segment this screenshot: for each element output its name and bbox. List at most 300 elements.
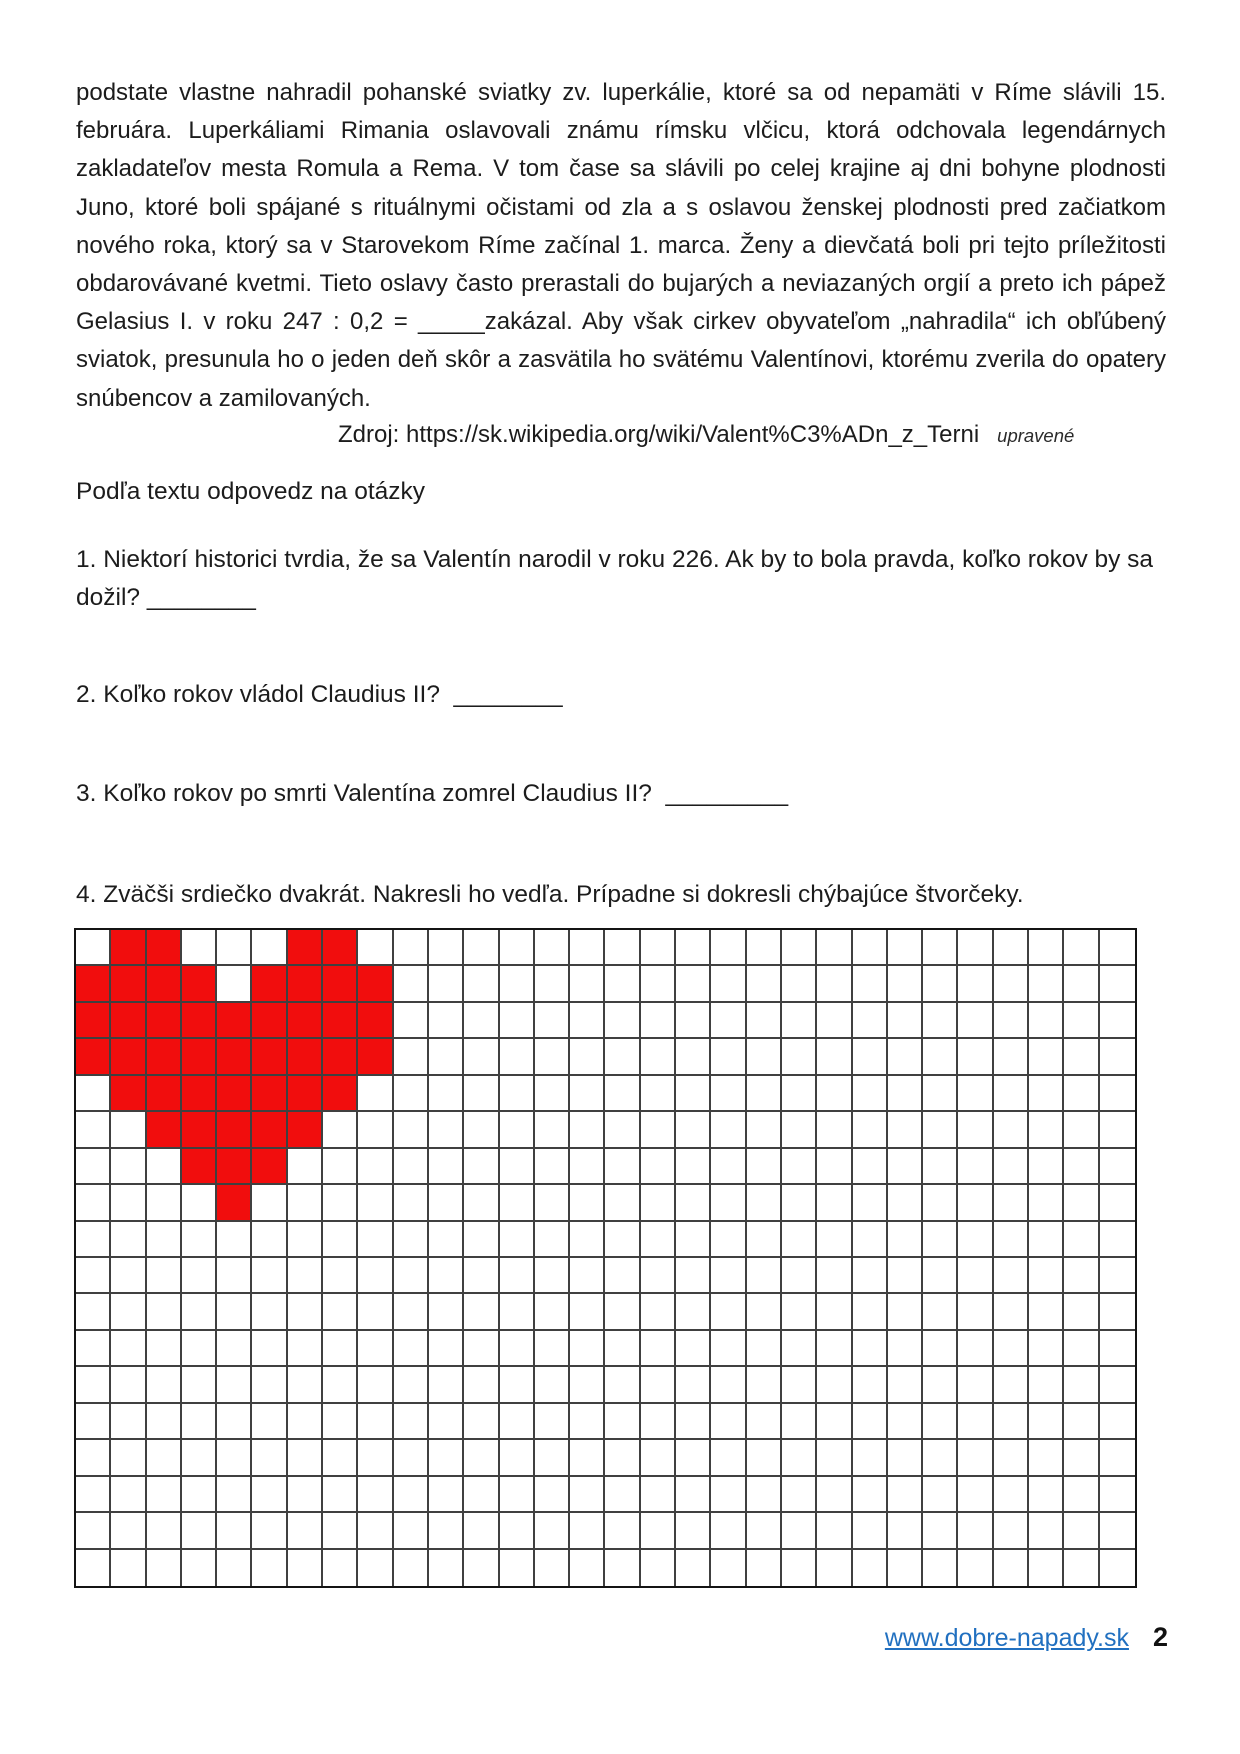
grid-cell: [817, 1258, 852, 1294]
grid-cell: [252, 1550, 287, 1586]
grid-cell: [923, 1039, 958, 1075]
grid-cell: [605, 1039, 640, 1075]
grid-cell: [994, 1550, 1029, 1586]
grid-cell: [605, 966, 640, 1002]
grid-cell: [147, 1404, 182, 1440]
grid-cell: [500, 1477, 535, 1513]
grid-cell: [394, 1513, 429, 1549]
heart-cell: [147, 930, 182, 966]
grid-cell: [217, 1550, 252, 1586]
grid-cell: [182, 930, 217, 966]
grid-cell: [323, 1440, 358, 1476]
grid-cell: [888, 930, 923, 966]
grid-cell: [394, 1331, 429, 1367]
grid-cell: [853, 1149, 888, 1185]
heart-cell: [147, 966, 182, 1002]
grid-cell: [464, 1440, 499, 1476]
grid-cell: [641, 1550, 676, 1586]
grid-cell: [1100, 1039, 1135, 1075]
grid-cell: [323, 1112, 358, 1148]
grid-cell: [923, 1294, 958, 1330]
grid-cell: [711, 1112, 746, 1148]
grid-cell: [147, 1440, 182, 1476]
grid-cell: [817, 930, 852, 966]
grid-cell: [605, 1550, 640, 1586]
grid-cell: [958, 1294, 993, 1330]
grid-cell: [464, 1331, 499, 1367]
grid-cell: [147, 1222, 182, 1258]
heart-cell: [76, 1039, 111, 1075]
grid-cell: [782, 1440, 817, 1476]
grid-cell: [958, 1222, 993, 1258]
grid-cell: [1064, 1039, 1099, 1075]
grid-cell: [711, 1440, 746, 1476]
grid-cell: [358, 1550, 393, 1586]
grid-cell: [323, 1294, 358, 1330]
grid-cell: [464, 1222, 499, 1258]
grid-cell: [958, 1149, 993, 1185]
grid-cell: [358, 930, 393, 966]
grid-cell: [747, 1258, 782, 1294]
grid-cell: [676, 1404, 711, 1440]
grid-cell: [535, 1258, 570, 1294]
grid-cell: [464, 1149, 499, 1185]
grid-cell: [217, 1294, 252, 1330]
grid-cell: [711, 930, 746, 966]
grid-cell: [429, 1149, 464, 1185]
grid-cell: [394, 966, 429, 1002]
grid-cell: [217, 1513, 252, 1549]
grid-cell: [817, 1039, 852, 1075]
grid-cell: [641, 1039, 676, 1075]
grid-cell: [1100, 1440, 1135, 1476]
grid-cell: [1029, 1003, 1064, 1039]
grid-cell: [500, 1550, 535, 1586]
grid-cell: [923, 1367, 958, 1403]
grid-cell: [676, 966, 711, 1002]
grid-cell: [711, 1149, 746, 1185]
heart-cell: [252, 1112, 287, 1148]
grid-cell: [923, 1404, 958, 1440]
grid-cell: [923, 1149, 958, 1185]
grid-cell: [817, 1294, 852, 1330]
grid-cell: [1064, 1331, 1099, 1367]
heart-cell: [182, 1003, 217, 1039]
grid-cell: [711, 1513, 746, 1549]
grid-cell: [817, 1222, 852, 1258]
grid-cell: [1064, 1477, 1099, 1513]
grid-cell: [217, 930, 252, 966]
grid-cell: [1029, 930, 1064, 966]
grid-cell: [252, 1477, 287, 1513]
grid-cell: [923, 930, 958, 966]
grid-cell: [817, 966, 852, 1002]
grid-cell: [958, 1404, 993, 1440]
grid-cell: [394, 1367, 429, 1403]
grid-cell: [747, 1222, 782, 1258]
grid-cell: [782, 1294, 817, 1330]
grid-cell: [1064, 966, 1099, 1002]
grid-cell: [782, 1404, 817, 1440]
heart-cell: [182, 1112, 217, 1148]
grid-cell: [817, 1513, 852, 1549]
heart-cell: [182, 1149, 217, 1185]
grid-cell: [1029, 1076, 1064, 1112]
grid-cell: [747, 1513, 782, 1549]
grid-cell: [605, 1003, 640, 1039]
grid-cell: [782, 1258, 817, 1294]
grid-cell: [676, 1185, 711, 1221]
grid-cell: [76, 1404, 111, 1440]
grid-cell: [641, 1003, 676, 1039]
grid-cell: [853, 1477, 888, 1513]
grid-cell: [1100, 1112, 1135, 1148]
grid-cell: [288, 1477, 323, 1513]
grid-cell: [711, 1331, 746, 1367]
grid-cell: [394, 1258, 429, 1294]
grid-cell: [288, 1367, 323, 1403]
grid-cell: [500, 1003, 535, 1039]
grid-cell: [76, 1331, 111, 1367]
grid-cell: [676, 1477, 711, 1513]
grid-cell: [923, 1331, 958, 1367]
grid-cell: [923, 1550, 958, 1586]
grid-cell: [570, 1367, 605, 1403]
grid-cell: [76, 1513, 111, 1549]
grid-cell: [570, 1258, 605, 1294]
heart-cell: [147, 1112, 182, 1148]
grid-cell: [570, 1404, 605, 1440]
source-url[interactable]: Zdroj: https://sk.wikipedia.org/wiki/Valent%C3%ADn_z_Terni: [338, 421, 980, 448]
grid-cell: [147, 1294, 182, 1330]
grid-cell: [676, 1222, 711, 1258]
grid-cell: [358, 1440, 393, 1476]
grid-cell: [958, 1550, 993, 1586]
grid-cell: [358, 1513, 393, 1549]
grid-cell: [535, 1404, 570, 1440]
grid-cell: [570, 1039, 605, 1075]
grid-cell: [182, 1477, 217, 1513]
grid-cell: [111, 1477, 146, 1513]
grid-cell: [464, 1477, 499, 1513]
heart-cell: [288, 930, 323, 966]
page-number: 2: [1152, 1622, 1168, 1652]
heart-cell: [252, 966, 287, 1002]
grid-cell: [782, 966, 817, 1002]
grid-cell: [570, 1513, 605, 1549]
grid-cell: [605, 1076, 640, 1112]
grid-cell: [394, 1149, 429, 1185]
grid-cell: [817, 1076, 852, 1112]
grid-cell: [1100, 1185, 1135, 1221]
grid-cell: [994, 1149, 1029, 1185]
grid-cell: [782, 1222, 817, 1258]
grid-cell: [1029, 1367, 1064, 1403]
grid-cell: [817, 1440, 852, 1476]
grid-cell: [994, 966, 1029, 1002]
grid-cell: [1100, 930, 1135, 966]
grid-cell: [782, 1331, 817, 1367]
question-1: 1. Niektorí historici tvrdia, že sa Valentín narodil v roku 226. Ak by to bola pravda, koľko rokov by sa dožil? ________: [76, 546, 1154, 612]
grid-cell: [358, 1258, 393, 1294]
grid-cell: [1100, 1550, 1135, 1586]
grid-cell: [76, 1440, 111, 1476]
grid-cell: [111, 1149, 146, 1185]
grid-cell: [853, 1258, 888, 1294]
grid-cell: [994, 1513, 1029, 1549]
grid-cell: [500, 1112, 535, 1148]
grid-cell: [76, 1294, 111, 1330]
grid-cell: [994, 1477, 1029, 1513]
grid-cell: [747, 1477, 782, 1513]
grid-cell: [853, 1222, 888, 1258]
grid-cell: [1029, 966, 1064, 1002]
grid-cell: [288, 1294, 323, 1330]
grid-cell: [570, 1185, 605, 1221]
grid-cell: [252, 1294, 287, 1330]
heart-cell: [111, 1076, 146, 1112]
grid-cell: [853, 1003, 888, 1039]
grid-cell: [605, 1149, 640, 1185]
grid-cell: [1064, 1222, 1099, 1258]
grid-cell: [817, 1112, 852, 1148]
grid-cell: [1100, 1477, 1135, 1513]
grid-cell: [464, 1039, 499, 1075]
grid-cell: [676, 1367, 711, 1403]
grid-cell: [1064, 1440, 1099, 1476]
grid-cell: [429, 966, 464, 1002]
grid-cell: [429, 1294, 464, 1330]
grid-cell: [252, 930, 287, 966]
grid-cell: [252, 1185, 287, 1221]
heart-cell: [147, 1039, 182, 1075]
pixel-grid: [74, 928, 1137, 1588]
grid-cell: [747, 1294, 782, 1330]
grid-cell: [394, 1550, 429, 1586]
heart-cell: [358, 1003, 393, 1039]
grid-cell: [323, 1222, 358, 1258]
grid-cell: [535, 1149, 570, 1185]
grid-cell: [394, 1294, 429, 1330]
grid-cell: [711, 1258, 746, 1294]
grid-cell: [888, 1149, 923, 1185]
grid-cell: [923, 1440, 958, 1476]
grid-cell: [464, 1367, 499, 1403]
grid-cell: [252, 1258, 287, 1294]
grid-cell: [1100, 1404, 1135, 1440]
grid-cell: [429, 1076, 464, 1112]
grid-cell: [147, 1149, 182, 1185]
grid-cell: [535, 1367, 570, 1403]
grid-cell: [1100, 1513, 1135, 1549]
grid-cell: [500, 1440, 535, 1476]
grid-cell: [782, 1003, 817, 1039]
grid-cell: [888, 1039, 923, 1075]
grid-cell: [288, 1550, 323, 1586]
grid-cell: [76, 1076, 111, 1112]
heart-cell: [182, 1039, 217, 1075]
grid-cell: [1029, 1513, 1064, 1549]
grid-cell: [747, 1112, 782, 1148]
grid-cell: [605, 1404, 640, 1440]
grid-cell: [111, 1185, 146, 1221]
grid-cell: [676, 1149, 711, 1185]
grid-cell: [252, 1513, 287, 1549]
source-line: [76, 421, 1166, 449]
grid-cell: [252, 1331, 287, 1367]
grid-cell: [641, 1185, 676, 1221]
grid-cell: [288, 1222, 323, 1258]
grid-cell: [535, 1513, 570, 1549]
grid-cell: [76, 1258, 111, 1294]
grid-cell: [1100, 1331, 1135, 1367]
grid-cell: [605, 1331, 640, 1367]
grid-cell: [464, 1076, 499, 1112]
grid-cell: [429, 1477, 464, 1513]
grid-cell: [464, 1112, 499, 1148]
grid-cell: [500, 1513, 535, 1549]
grid-cell: [747, 1149, 782, 1185]
grid-cell: [1029, 1294, 1064, 1330]
grid-cell: [1029, 1331, 1064, 1367]
grid-cell: [994, 1003, 1029, 1039]
grid-cell: [958, 1112, 993, 1148]
grid-cell: [782, 1477, 817, 1513]
grid-cell: [994, 1112, 1029, 1148]
grid-cell: [782, 1550, 817, 1586]
grid-cell: [464, 1550, 499, 1586]
grid-cell: [676, 1440, 711, 1476]
grid-cell: [711, 1222, 746, 1258]
grid-cell: [711, 1076, 746, 1112]
grid-cell: [605, 1258, 640, 1294]
grid-cell: [182, 1258, 217, 1294]
grid-cell: [464, 966, 499, 1002]
grid-cell: [182, 1331, 217, 1367]
grid-cell: [358, 1185, 393, 1221]
grid-cell: [394, 1185, 429, 1221]
grid-cell: [853, 1185, 888, 1221]
grid-cell: [888, 1440, 923, 1476]
grid-cell: [323, 1550, 358, 1586]
grid-cell: [429, 1367, 464, 1403]
grid-cell: [217, 1367, 252, 1403]
grid-cell: [535, 1222, 570, 1258]
grid-cell: [147, 1477, 182, 1513]
grid-cell: [711, 1003, 746, 1039]
grid-cell: [1100, 1076, 1135, 1112]
grid-cell: [429, 1550, 464, 1586]
grid-cell: [641, 1367, 676, 1403]
grid-cell: [1029, 1550, 1064, 1586]
grid-cell: [464, 1404, 499, 1440]
grid-cell: [394, 1477, 429, 1513]
grid-cell: [288, 1404, 323, 1440]
page-footer: [885, 1622, 1168, 1653]
grid-cell: [111, 1258, 146, 1294]
heart-cell: [76, 966, 111, 1002]
grid-cell: [711, 1550, 746, 1586]
grid-cell: [711, 1367, 746, 1403]
grid-cell: [1100, 1294, 1135, 1330]
grid-cell: [570, 1149, 605, 1185]
grid-cell: [535, 1331, 570, 1367]
grid-cell: [535, 1294, 570, 1330]
footer-link[interactable]: www.dobre-napady.sk: [884, 1624, 1129, 1652]
grid-cell: [711, 1404, 746, 1440]
grid-cell: [217, 1222, 252, 1258]
grid-cell: [1029, 1039, 1064, 1075]
grid-cell: [252, 1440, 287, 1476]
grid-cell: [500, 1076, 535, 1112]
grid-cell: [888, 1331, 923, 1367]
grid-cell: [888, 966, 923, 1002]
grid-cell: [288, 1258, 323, 1294]
grid-cell: [500, 1331, 535, 1367]
grid-cell: [111, 1331, 146, 1367]
grid-cell: [817, 1149, 852, 1185]
heart-cell: [323, 966, 358, 1002]
grid-cell: [676, 1039, 711, 1075]
grid-cell: [288, 1185, 323, 1221]
grid-cell: [853, 1112, 888, 1148]
grid-cell: [570, 1294, 605, 1330]
heart-cell: [252, 1149, 287, 1185]
grid-cell: [429, 930, 464, 966]
grid-cell: [76, 1112, 111, 1148]
grid-cell: [888, 1404, 923, 1440]
heart-cell: [217, 1039, 252, 1075]
grid-cell: [570, 930, 605, 966]
grid-cell: [394, 1076, 429, 1112]
heart-cell: [252, 1003, 287, 1039]
grid-cell: [853, 1404, 888, 1440]
grid-cell: [747, 1003, 782, 1039]
grid-cell: [147, 1550, 182, 1586]
heart-cell: [358, 1039, 393, 1075]
grid-cell: [111, 1112, 146, 1148]
grid-cell: [252, 1404, 287, 1440]
grid-cell: [323, 1404, 358, 1440]
grid-cell: [76, 930, 111, 966]
grid-cell: [429, 1440, 464, 1476]
grid-cell: [429, 1258, 464, 1294]
grid-cell: [1064, 1112, 1099, 1148]
grid-cell: [782, 1039, 817, 1075]
question-4: 4. Zväčši srdiečko dvakrát. Nakresli ho vedľa. Prípadne si dokresli chýbajúce štvorčeky.: [76, 881, 1024, 908]
grid-cell: [570, 1440, 605, 1476]
grid-cell: [676, 1550, 711, 1586]
grid-cell: [676, 930, 711, 966]
grid-cell: [76, 1477, 111, 1513]
grid-cell: [817, 1331, 852, 1367]
grid-cell: [994, 1076, 1029, 1112]
grid-cell: [817, 1185, 852, 1221]
grid-cell: [958, 1477, 993, 1513]
grid-cell: [994, 1367, 1029, 1403]
grid-cell: [1029, 1404, 1064, 1440]
grid-cell: [923, 1185, 958, 1221]
grid-cell: [182, 1294, 217, 1330]
heart-cell: [217, 1185, 252, 1221]
grid-cell: [147, 1185, 182, 1221]
grid-cell: [676, 1331, 711, 1367]
grid-cell: [853, 1039, 888, 1075]
grid-cell: [1029, 1222, 1064, 1258]
grid-cell: [853, 1331, 888, 1367]
grid-cell: [394, 1222, 429, 1258]
grid-cell: [500, 930, 535, 966]
